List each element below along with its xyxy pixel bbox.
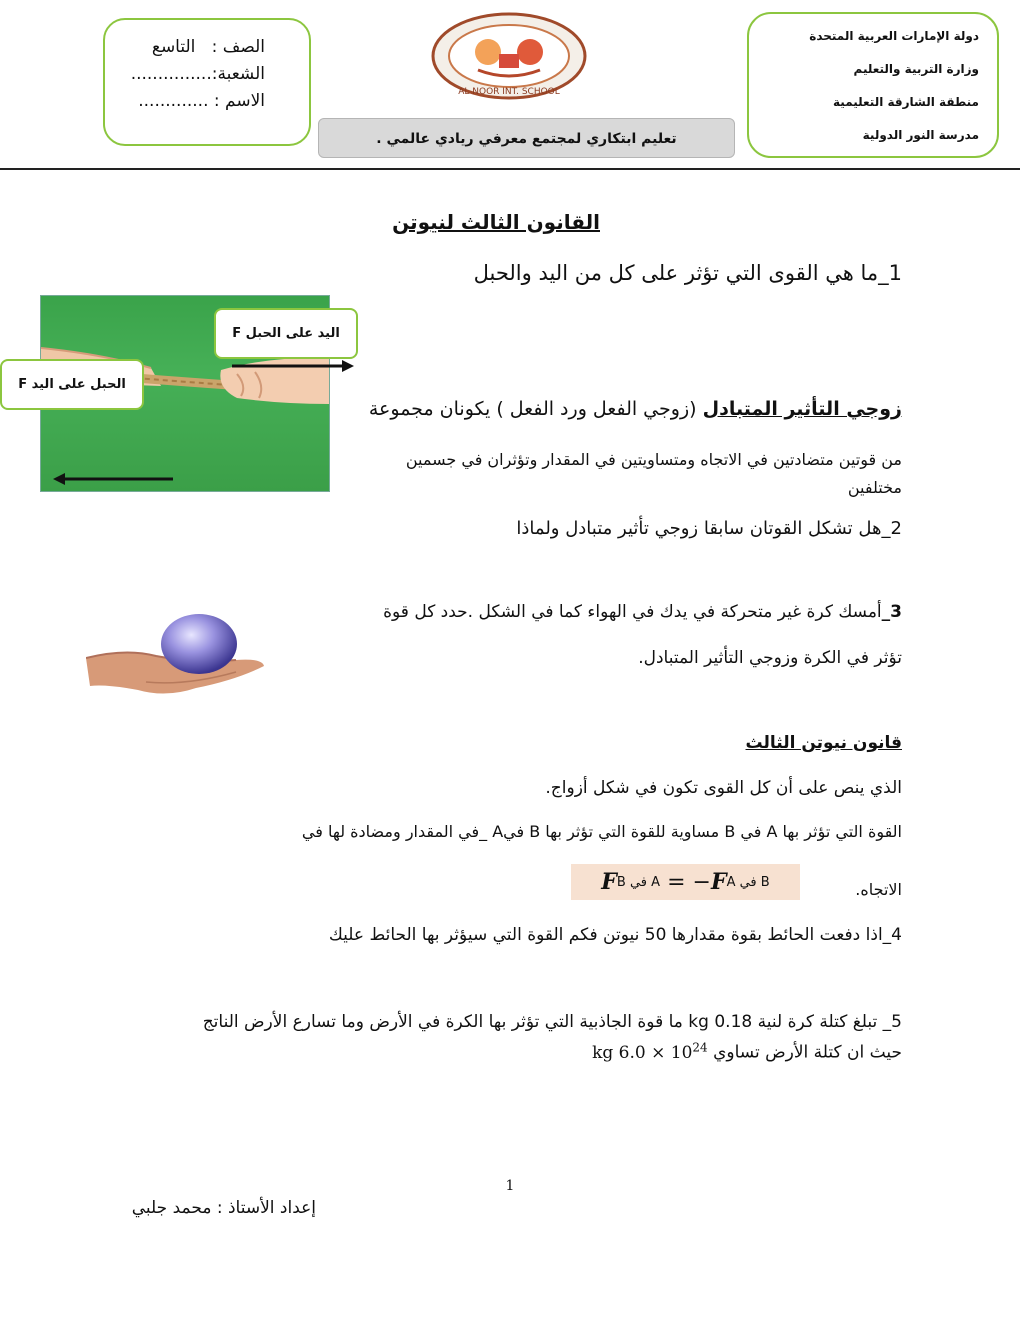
government-line: منطقة الشارقة التعليمية [833,95,979,109]
pairs-rest: (زوجي الفعل ورد الفعل ) يكونان مجموعة [368,398,703,420]
government-line: دولة الإمارات العربية المتحدة [809,29,979,43]
school-logo [428,10,590,102]
government-line: وزارة التربية والتعليم [853,62,979,76]
name-value: ............. [138,91,209,111]
government-box [747,12,999,158]
government-lines [759,20,979,152]
page-title: القانون الثالث لنيوتن [392,210,600,234]
student-info-box [103,18,311,146]
force-arrow-right [232,358,356,374]
name-row [105,88,265,115]
equation-operator: = − [667,869,711,895]
section-row [105,61,265,88]
page-number: 1 [505,1178,515,1194]
law-heading-text: قانون نيوتن الثالث [745,733,902,753]
label-rope-on-hand: الحبل على اليد F [0,359,144,410]
class-row [105,34,265,61]
law-line-3: الاتجاه. [855,880,902,899]
question-5-line-1: 5_ تبلغ كتلة كرة لنية 0.18 kg ما قوة الجاذبية التي تؤثر بها الكرة في الأرض وما تسارع الأرض الناتج [202,1012,902,1032]
equation-rhs-symbol: F [710,869,727,895]
logo-text: AL NOOR INT. SCHOOL [458,87,560,97]
class-value: التاسع [151,37,196,57]
question-1: 1_ما هي القوى التي تؤثر على كل من اليد والحبل [473,261,902,285]
question-2: 2_هل تشكل القوتان سابقا زوجي تأثير متبادل ولماذا [516,518,902,539]
equation-rhs-subscript: B في A [726,874,770,890]
question-3-number: 3_ [881,602,902,622]
law-line-2: القوة التي تؤثر بها A في B مساوية للقوة التي تؤثر بها B فيA _في المقدار ومضادة لها في [301,822,902,841]
government-line: مدرسة النور الدولية [862,128,979,142]
pairs-line [360,398,902,420]
question-5-line-2 [400,1040,902,1063]
school-slogan: تعليم ابتكاري لمجتمع معرفي ريادي عالمي . [318,118,735,158]
earth-mass [592,1040,708,1063]
question-5-text: حيث ان كتلة الأرض تساوي [713,1042,902,1063]
section-label: الشعبة: [211,64,265,84]
law-heading [660,733,902,753]
section-value: ............... [130,64,212,84]
class-label: الصف : [211,37,265,57]
earth-mass-unit: kg [592,1042,614,1063]
earth-mass-exponent: 24 [692,1040,708,1054]
equation-lhs-symbol: F [601,869,617,895]
equation-lhs-subscript: A في B [616,874,661,890]
name-label: الاسم : [213,91,265,111]
pairs-definition: من قوتين متضادتين في الاتجاه ومتساويتين في المقدار وتؤثران في جسمين مختلفين [405,450,902,497]
label-hand-on-rope: اليد على الحبل F [214,308,358,359]
question-3-line-2: تؤثر في الكرة وزوجي التأثير المتبادل. [638,648,902,668]
pairs-term: زوجي التأثير المتبادل [702,398,902,420]
header-divider [0,168,1020,170]
third-law-equation [571,864,800,900]
earth-mass-base: 6.0 × 10 [618,1042,693,1063]
hand-holding-ball-image [86,612,266,704]
author-credit: إعداد الأستاذ : محمد جلبي [131,1198,316,1218]
question-3-text: أمسك كرة غير متحركة في يدك في الهواء كما في الشكل .حدد كل قوة [383,602,882,622]
law-line-1: الذي ينص على أن كل القوى تكون في شكل أزواج. [545,778,902,798]
question-4: 4_اذا دفعت الحائط بقوة مقدارها 50 نيوتن فكم القوة التي سيؤثر بها الحائط عليك [328,925,902,945]
question-3-line-1 [360,602,902,622]
